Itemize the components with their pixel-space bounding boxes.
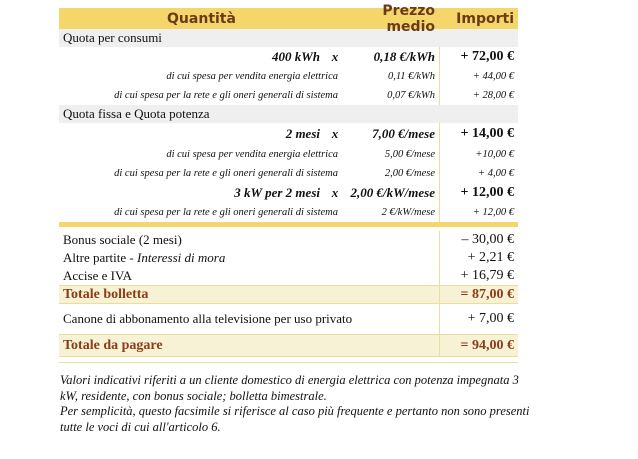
sub-amount: + 44,00 € [439, 67, 518, 86]
header-quantita: Quantità [167, 10, 236, 27]
sub-label: di cui spesa per vendita energia elettrica [166, 71, 338, 82]
sub-row [59, 145, 518, 164]
times-sign: x [331, 49, 339, 64]
sub-price: 0,07 €/kWh [387, 90, 435, 101]
sub-label: di cui spesa per la rete e gli oneri generali di sistema [114, 207, 338, 218]
qty: 400 kWh [271, 49, 320, 64]
section-title: Quota fissa e Quota potenza [63, 106, 210, 121]
altre-label [59, 250, 439, 266]
sub-label: di cui spesa per la rete e gli oneri generali di sistema [114, 90, 338, 101]
accise-amount: + 16,79 € [439, 267, 518, 285]
sub-amount: +10,00 € [439, 145, 518, 164]
price: 7,00 €/mese [372, 126, 435, 141]
footnote [60, 373, 530, 435]
amount: + 12,00 € [439, 183, 518, 203]
table-header [59, 2, 518, 35]
fissa-main-row [59, 123, 518, 145]
section-title: Quota per consumi [63, 30, 162, 45]
bottom-border [59, 362, 518, 363]
sub-price: 2,00 €/mese [384, 168, 435, 179]
totale-bolletta-amount: = 87,00 € [439, 286, 518, 303]
canone-row [59, 304, 518, 334]
consumi-main-row [59, 47, 518, 67]
sub-amount: + 4,00 € [439, 164, 518, 183]
sub-label: di cui spesa per la rete e gli oneri generali di sistema [114, 168, 338, 179]
amount: + 14,00 € [439, 123, 518, 145]
times-sign: x [331, 185, 339, 200]
sub-amount: + 28,00 € [439, 86, 518, 105]
price: 0,18 €/kWh [373, 49, 435, 64]
accise-row [59, 267, 518, 285]
bonus-amount: – 30,00 € [439, 231, 518, 249]
footnote-paragraph-1: Valori indicativi riferiti a un cliente domestico di energia elettrica con potenza impegnata 3 kW, residente, con bonus sociale; bolletta bimestrale. [60, 373, 519, 403]
header-prezzo: Prezzo medio [382, 2, 435, 35]
qty: 2 mesi [285, 126, 320, 141]
gold-separator [59, 222, 518, 227]
potenza-main-row [59, 183, 518, 203]
totale-bolletta-label: Totale bolletta [63, 286, 149, 302]
sub-row [59, 67, 518, 86]
sub-row [59, 164, 518, 183]
sub-price: 0,11 €/kWh [387, 71, 435, 82]
sub-row [59, 86, 518, 105]
bonus-row [59, 231, 518, 249]
totale-pagare-amount: = 94,00 € [439, 335, 518, 356]
sub-price: 2 €/kW/mese [381, 207, 435, 218]
sub-price: 5,00 €/mese [384, 149, 435, 160]
amount: + 72,00 € [439, 47, 518, 67]
totale-bolletta-row [59, 285, 518, 304]
totale-pagare-label: Totale da pagare [63, 337, 163, 353]
section-fissa [59, 105, 518, 123]
bonus-label: Bonus sociale (2 mesi) [63, 232, 182, 247]
price: 2,00 €/kW/mese [350, 185, 435, 200]
altre-amount: + 2,21 € [439, 249, 518, 267]
altre-label-italic: Interessi di mora [137, 250, 226, 265]
header-importi: Importi [456, 10, 514, 27]
accise-label: Accise e IVA [63, 268, 133, 283]
bill-table [59, 2, 518, 363]
times-sign: x [331, 126, 339, 141]
altre-label-text: Altre partite - [63, 250, 137, 265]
canone-label: Canone di abbonamento alla televisione per uso privato [63, 311, 353, 326]
canone-amount: + 7,00 € [439, 304, 518, 334]
sub-label: di cui spesa per vendita energia elettrica [166, 149, 338, 160]
qty: 3 kW per 2 mesi [234, 185, 320, 200]
altre-row [59, 249, 518, 267]
sub-amount: + 12,00 € [439, 203, 518, 222]
totale-pagare-row [59, 334, 518, 357]
sub-row [59, 203, 518, 222]
section-consumi [59, 29, 518, 47]
footnote-paragraph-2: Per semplicità, questo facsimile si riferisce al caso più frequente e pertanto non sono presenti tutte le voci di cui all'articolo 6. [60, 404, 530, 434]
